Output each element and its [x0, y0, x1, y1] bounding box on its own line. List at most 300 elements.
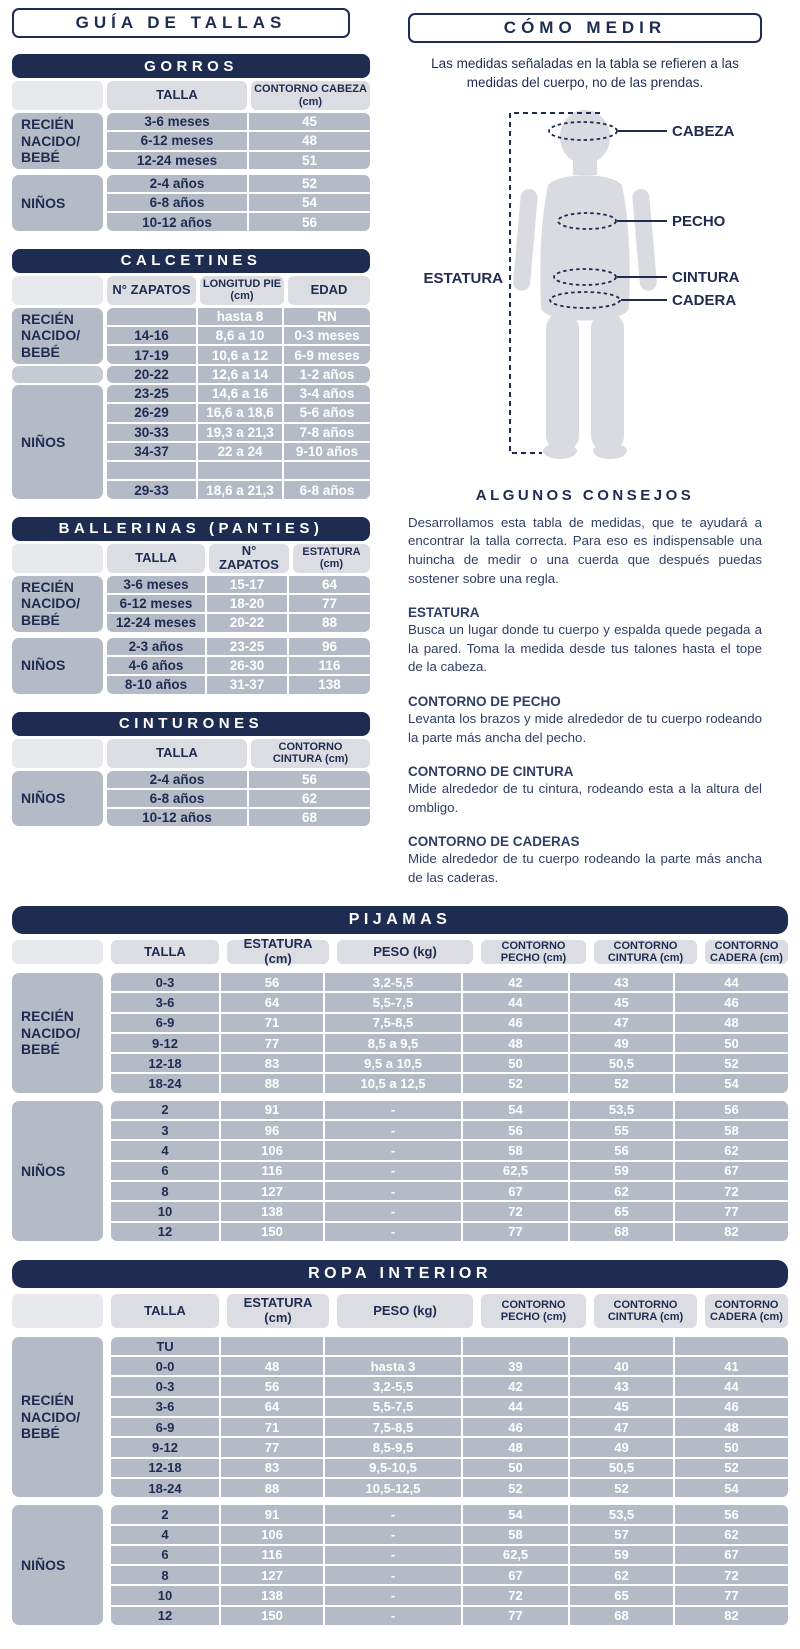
size-cell: 23-25: [107, 385, 196, 402]
size-cell: 29-33: [107, 481, 196, 498]
corner-cell: [12, 544, 103, 573]
row-group: [12, 366, 370, 383]
size-cell: 26-29: [107, 404, 196, 421]
corner-cell: [12, 81, 103, 110]
value-cell: 46: [463, 1418, 568, 1436]
value-cell: 116: [221, 1162, 323, 1180]
row-group: [12, 308, 370, 364]
tip-text: Mide alrededor de tu cuerpo rodeando la parte más ancha de las caderas.: [408, 851, 762, 886]
column-header: ESTATURA (cm): [227, 1294, 329, 1328]
value-cell: 6-8 años: [284, 481, 370, 498]
value-cell: 58: [463, 1526, 568, 1544]
pijamas-header-row: [12, 936, 788, 966]
left-tables: [12, 54, 370, 826]
column-header: TALLA: [107, 544, 205, 573]
size-cell: 3: [111, 1121, 219, 1139]
value-cell: 50: [675, 1438, 788, 1456]
value-cell: 52: [675, 1054, 788, 1072]
value-cell: 51: [249, 152, 370, 169]
tip-heading: CONTORNO DE PECHO: [408, 694, 561, 710]
value-cell: 47: [570, 1014, 673, 1032]
value-cell: 62: [675, 1526, 788, 1544]
table-calcetines: [12, 249, 370, 499]
size-cell: TU: [111, 1337, 219, 1355]
how-to-measure-title: [408, 13, 762, 43]
size-guide-title-text: GUÍA DE TALLAS: [75, 13, 287, 32]
row-group-label: NIÑOS: [12, 175, 103, 231]
value-cell: 150: [221, 1223, 323, 1241]
tips-title: ALGUNOS CONSEJOS: [475, 486, 695, 504]
size-cell: 20-22: [107, 366, 196, 383]
size-cell: 0-3: [111, 1377, 219, 1395]
size-cell: 34-37: [107, 443, 196, 460]
size-cell: 10-12 años: [107, 213, 247, 230]
row-group-label: NIÑOS: [12, 771, 103, 827]
row-group: [12, 771, 370, 827]
value-cell: 6-9 meses: [284, 346, 370, 363]
column-header: N° ZAPATOS: [107, 276, 196, 305]
value-cell: 138: [289, 676, 370, 693]
value-cell: 72: [463, 1202, 568, 1220]
value-cell: 116: [221, 1546, 323, 1564]
value-cell: 52: [675, 1459, 788, 1477]
row-group-label: RECIÉN NACIDO/ BEBÉ: [12, 973, 103, 1093]
value-cell: 9-10 años: [284, 443, 370, 460]
value-cell: -: [325, 1101, 461, 1119]
value-cell: -: [325, 1526, 461, 1544]
value-cell: 83: [221, 1459, 323, 1477]
value-cell: 64: [221, 1398, 323, 1416]
row-group-label: NIÑOS: [12, 1505, 103, 1625]
value-cell: 138: [221, 1202, 323, 1220]
body-measure-diagram: [408, 101, 762, 473]
corner-cell: [12, 1294, 103, 1328]
pijamas-section-title: PIJAMAS: [12, 906, 788, 934]
size-cell: 18-24: [111, 1479, 219, 1497]
column-header: CONTORNO CINTURA (cm): [251, 739, 370, 768]
value-cell: 77: [675, 1202, 788, 1220]
table-ballerinas: [12, 517, 370, 694]
row-group-rows: [107, 576, 370, 632]
value-cell: 67: [675, 1162, 788, 1180]
size-cell: [107, 308, 196, 325]
value-cell: 56: [249, 771, 370, 788]
row-group-rows: [107, 308, 370, 364]
value-cell: 62,5: [463, 1546, 568, 1564]
value-cell: 57: [570, 1526, 673, 1544]
column-header: CONTORNO CABEZA (cm): [251, 81, 370, 110]
value-cell: 68: [570, 1607, 673, 1625]
value-cell: hasta 8: [198, 308, 282, 325]
row-group-label: RECIÉN NACIDO/ BEBÉ: [12, 1337, 103, 1497]
size-cell: 2-4 años: [107, 175, 247, 192]
value-cell: 52: [463, 1074, 568, 1092]
value-cell: 127: [221, 1182, 323, 1200]
value-cell: 26-30: [207, 657, 287, 674]
ropa-interior-header-row: [12, 1294, 788, 1328]
how-to-measure-title-text: CÓMO MEDIR: [503, 18, 667, 37]
value-cell: [325, 1337, 461, 1355]
value-cell: 56: [675, 1101, 788, 1119]
cabeza-label: CABEZA: [672, 122, 735, 140]
row-group-rows: [107, 366, 370, 383]
value-cell: -: [325, 1162, 461, 1180]
value-cell: 67: [463, 1182, 568, 1200]
value-cell: 96: [289, 638, 370, 655]
column-header: N° ZAPATOS: [209, 544, 289, 573]
column-header: EDAD: [288, 276, 370, 305]
value-cell: 43: [570, 1377, 673, 1395]
value-cell: 96: [221, 1121, 323, 1139]
value-cell: 82: [675, 1223, 788, 1241]
size-cell: 10-12 años: [107, 809, 247, 826]
value-cell: 49: [570, 1438, 673, 1456]
row-group-label: NIÑOS: [12, 638, 103, 694]
size-cell: 4: [111, 1526, 219, 1544]
value-cell: 50,5: [570, 1459, 673, 1477]
column-header: CONTORNO PECHO (cm): [481, 940, 586, 964]
value-cell: 45: [570, 1398, 673, 1416]
size-cell: 30-33: [107, 424, 196, 441]
value-cell: 31-37: [207, 676, 287, 693]
tip-heading: CONTORNO DE CADERAS: [408, 834, 580, 850]
row-group-rows: [107, 638, 370, 694]
value-cell: -: [325, 1607, 461, 1625]
size-cell: 10: [111, 1586, 219, 1604]
row-group-rows: [107, 771, 370, 827]
size-cell: 12-18: [111, 1054, 219, 1072]
value-cell: 12,6 a 14: [198, 366, 282, 383]
value-cell: 10,5-12,5: [325, 1479, 461, 1497]
value-cell: 3,2-5,5: [325, 1377, 461, 1395]
value-cell: 45: [570, 993, 673, 1011]
column-header: ESTATURA (cm): [293, 544, 370, 573]
value-cell: 44: [675, 1377, 788, 1395]
table-cinturones: [12, 712, 370, 827]
value-cell: 53,5: [570, 1101, 673, 1119]
size-cell: 8: [111, 1182, 219, 1200]
value-cell: 62,5: [463, 1162, 568, 1180]
row-group: [12, 1101, 788, 1241]
size-cell: 9-12: [111, 1438, 219, 1456]
value-cell: 91: [221, 1505, 323, 1523]
value-cell: 67: [675, 1546, 788, 1564]
column-header: TALLA: [107, 81, 247, 110]
value-cell: RN: [284, 308, 370, 325]
value-cell: 47: [570, 1418, 673, 1436]
corner-cell: [12, 739, 103, 768]
size-cell: 2: [111, 1505, 219, 1523]
value-cell: 18,6 a 21,3: [198, 481, 282, 498]
value-cell: 50: [463, 1459, 568, 1477]
value-cell: 106: [221, 1141, 323, 1159]
value-cell: 62: [249, 790, 370, 807]
value-cell: 138: [221, 1586, 323, 1604]
value-cell: 9,5 a 10,5: [325, 1054, 461, 1072]
value-cell: 8,6 a 10: [198, 327, 282, 344]
value-cell: 19,3 a 21,3: [198, 424, 282, 441]
value-cell: 9,5-10,5: [325, 1459, 461, 1477]
cinturones-header-row: [12, 739, 370, 768]
row-group-rows: [111, 973, 788, 1093]
column-header: CONTORNO CADERA (cm): [705, 940, 788, 964]
value-cell: 71: [221, 1014, 323, 1032]
value-cell: 10,6 a 12: [198, 346, 282, 363]
column-header: TALLA: [107, 739, 247, 768]
value-cell: 65: [570, 1202, 673, 1220]
value-cell: 68: [570, 1223, 673, 1241]
value-cell: 7,5-8,5: [325, 1418, 461, 1436]
size-cell: 12-24 meses: [107, 152, 247, 169]
value-cell: -: [325, 1546, 461, 1564]
size-cell: 10: [111, 1202, 219, 1220]
value-cell: 56: [221, 973, 323, 991]
size-cell: 0-0: [111, 1357, 219, 1375]
value-cell: 54: [675, 1479, 788, 1497]
value-cell: 49: [570, 1034, 673, 1052]
value-cell: 48: [675, 1418, 788, 1436]
size-cell: 9-12: [111, 1034, 219, 1052]
tips-list: [408, 605, 762, 887]
value-cell: 50,5: [570, 1054, 673, 1072]
table-gorros: [12, 54, 370, 231]
size-cell: 6-8 años: [107, 194, 247, 211]
column-header: PESO (kg): [337, 1294, 473, 1328]
value-cell: 14,6 a 16: [198, 385, 282, 402]
value-cell: 67: [463, 1566, 568, 1584]
value-cell: 56: [221, 1377, 323, 1395]
value-cell: -: [325, 1586, 461, 1604]
row-group-rows: [111, 1337, 788, 1497]
value-cell: 54: [249, 194, 370, 211]
value-cell: 42: [463, 973, 568, 991]
value-cell: 82: [675, 1607, 788, 1625]
size-cell: 6-9: [111, 1014, 219, 1032]
estatura-label: ESTATURA: [423, 269, 503, 287]
value-cell: 56: [570, 1141, 673, 1159]
tip-heading: ESTATURA: [408, 605, 480, 621]
row-group-rows: [107, 175, 370, 231]
value-cell: 62: [570, 1182, 673, 1200]
ballerinas-section-title: BALLERINAS (PANTIES): [12, 517, 370, 541]
value-cell: 56: [675, 1505, 788, 1523]
value-cell: 23-25: [207, 638, 287, 655]
calcetines-section-title: CALCETINES: [12, 249, 370, 273]
value-cell: [284, 462, 370, 479]
value-cell: 50: [675, 1034, 788, 1052]
value-cell: 5-6 años: [284, 404, 370, 421]
value-cell: 48: [675, 1014, 788, 1032]
value-cell: -: [325, 1121, 461, 1139]
calcetines-header-row: [12, 276, 370, 305]
row-group-label: RECIÉN NACIDO/ BEBÉ: [12, 576, 103, 632]
size-cell: 6-8 años: [107, 790, 247, 807]
size-cell: 6-12 meses: [107, 132, 247, 149]
value-cell: 56: [463, 1121, 568, 1139]
value-cell: 46: [675, 993, 788, 1011]
value-cell: 106: [221, 1526, 323, 1544]
value-cell: 59: [570, 1546, 673, 1564]
value-cell: 41: [675, 1357, 788, 1375]
column-header: CONTORNO CADERA (cm): [705, 1294, 788, 1328]
size-cell: 4: [111, 1141, 219, 1159]
size-cell: 14-16: [107, 327, 196, 344]
value-cell: 48: [463, 1438, 568, 1456]
size-cell: 2: [111, 1101, 219, 1119]
value-cell: 150: [221, 1607, 323, 1625]
value-cell: 68: [249, 809, 370, 826]
row-group: [12, 973, 788, 1093]
value-cell: 54: [463, 1505, 568, 1523]
value-cell: 16,6 a 18,6: [198, 404, 282, 421]
value-cell: 1-2 años: [284, 366, 370, 383]
size-cell: 3-6: [111, 1398, 219, 1416]
size-cell: 6: [111, 1162, 219, 1180]
value-cell: 62: [570, 1566, 673, 1584]
tip-text: Busca un lugar donde tu cuerpo y espalda quede pegada a la pared. Toma la medida desde tus talones hasta el tope de la cabeza.: [408, 622, 762, 675]
value-cell: 54: [675, 1074, 788, 1092]
cadera-label: CADERA: [672, 291, 737, 309]
value-cell: 71: [221, 1418, 323, 1436]
value-cell: 53,5: [570, 1505, 673, 1523]
corner-cell: [12, 276, 103, 305]
corner-cell: [12, 940, 103, 964]
value-cell: 0-3 meses: [284, 327, 370, 344]
table-ropa-interior: [12, 1260, 788, 1625]
child-silhouette-diagram: [415, 101, 755, 473]
tips-intro: Desarrollamos esta tabla de medidas, que te ayudará a encontrar la talla correcta. Para eso es indispensable una huincha de medir o una cuerda que después puedas sostener sobre una regla.: [408, 514, 762, 586]
row-group-label: NIÑOS: [12, 385, 103, 499]
value-cell: 48: [463, 1034, 568, 1052]
tip-text: Levanta los brazos y mide alrededor de tu cuerpo rodeando la parte más ancha del pecho.: [408, 711, 762, 745]
tip-text: Mide alrededor de tu cintura, rodeando esta a la altura del ombligo.: [408, 781, 762, 815]
column-header: CONTORNO CINTURA (cm): [594, 940, 697, 964]
value-cell: [570, 1337, 673, 1355]
value-cell: 10,5 a 12,5: [325, 1074, 461, 1092]
size-cell: 3-6: [111, 993, 219, 1011]
value-cell: 39: [463, 1357, 568, 1375]
cinturones-section-title: CINTURONES: [12, 712, 370, 736]
row-group-rows: [107, 385, 370, 499]
value-cell: -: [325, 1202, 461, 1220]
column-header: PESO (kg): [337, 940, 473, 964]
size-cell: 12: [111, 1223, 219, 1241]
value-cell: 116: [289, 657, 370, 674]
value-cell: [675, 1337, 788, 1355]
value-cell: 83: [221, 1054, 323, 1072]
row-group-rows: [107, 113, 370, 169]
value-cell: 15-17: [207, 576, 287, 593]
value-cell: 43: [570, 973, 673, 991]
value-cell: 54: [463, 1101, 568, 1119]
column-header: TALLA: [111, 940, 219, 964]
value-cell: 64: [221, 993, 323, 1011]
size-cell: 6: [111, 1546, 219, 1564]
gorros-section-title: GORROS: [12, 54, 370, 78]
ropa-interior-section-title: ROPA INTERIOR: [12, 1260, 788, 1288]
value-cell: -: [325, 1223, 461, 1241]
value-cell: 88: [221, 1479, 323, 1497]
value-cell: -: [325, 1566, 461, 1584]
value-cell: 48: [249, 132, 370, 149]
value-cell: 72: [675, 1566, 788, 1584]
value-cell: 40: [570, 1357, 673, 1375]
value-cell: 44: [463, 993, 568, 1011]
row-group-label: [12, 366, 103, 383]
value-cell: [221, 1337, 323, 1355]
value-cell: 62: [675, 1141, 788, 1159]
gorros-header-row: [12, 81, 370, 110]
value-cell: 59: [570, 1162, 673, 1180]
row-group: [12, 175, 370, 231]
row-group: [12, 113, 370, 169]
table-pijamas: [12, 906, 788, 1241]
value-cell: 7,5-8,5: [325, 1014, 461, 1032]
size-cell: 12: [111, 1607, 219, 1625]
row-group: [12, 385, 370, 499]
value-cell: 46: [675, 1398, 788, 1416]
row-group-label: RECIÉN NACIDO/ BEBÉ: [12, 308, 103, 364]
size-cell: 4-6 años: [107, 657, 205, 674]
value-cell: 52: [570, 1479, 673, 1497]
value-cell: 46: [463, 1014, 568, 1032]
value-cell: 88: [221, 1074, 323, 1092]
size-cell: 3-6 meses: [107, 576, 205, 593]
value-cell: 18-20: [207, 595, 287, 612]
row-group-label: RECIÉN NACIDO/ BEBÉ: [12, 113, 103, 169]
value-cell: 55: [570, 1121, 673, 1139]
value-cell: -: [325, 1505, 461, 1523]
column-header: LONGITUD PIE (cm): [200, 276, 284, 305]
value-cell: 20-22: [207, 614, 287, 631]
row-group: [12, 638, 370, 694]
size-cell: 18-24: [111, 1074, 219, 1092]
row-group-label: NIÑOS: [12, 1101, 103, 1241]
row-group: [12, 1505, 788, 1625]
value-cell: 91: [221, 1101, 323, 1119]
row-group-rows: [111, 1505, 788, 1625]
size-cell: 12-24 meses: [107, 614, 205, 631]
pecho-label: PECHO: [672, 212, 726, 230]
value-cell: hasta 3: [325, 1357, 461, 1375]
size-cell: 8-10 años: [107, 676, 205, 693]
value-cell: 3-4 años: [284, 385, 370, 402]
value-cell: 8,5-9,5: [325, 1438, 461, 1456]
size-cell: 0-3: [111, 973, 219, 991]
value-cell: 72: [463, 1586, 568, 1604]
value-cell: 72: [675, 1182, 788, 1200]
value-cell: 45: [249, 113, 370, 130]
value-cell: 88: [289, 614, 370, 631]
top-area: [12, 8, 788, 906]
value-cell: 44: [675, 973, 788, 991]
column-header: CONTORNO PECHO (cm): [481, 1294, 586, 1328]
column-header: TALLA: [111, 1294, 219, 1328]
value-cell: -: [325, 1182, 461, 1200]
value-cell: 22 a 24: [198, 443, 282, 460]
row-group-rows: [111, 1101, 788, 1241]
column-header: CONTORNO CINTURA (cm): [594, 1294, 697, 1328]
value-cell: 5,5-7,5: [325, 993, 461, 1011]
value-cell: [198, 462, 282, 479]
value-cell: 77: [289, 595, 370, 612]
value-cell: 77: [463, 1223, 568, 1241]
size-cell: 12-18: [111, 1459, 219, 1477]
cintura-label: CINTURA: [672, 268, 740, 286]
size-cell: 3-6 meses: [107, 113, 247, 130]
size-guide-title: [12, 8, 350, 38]
size-cell: 8: [111, 1566, 219, 1584]
